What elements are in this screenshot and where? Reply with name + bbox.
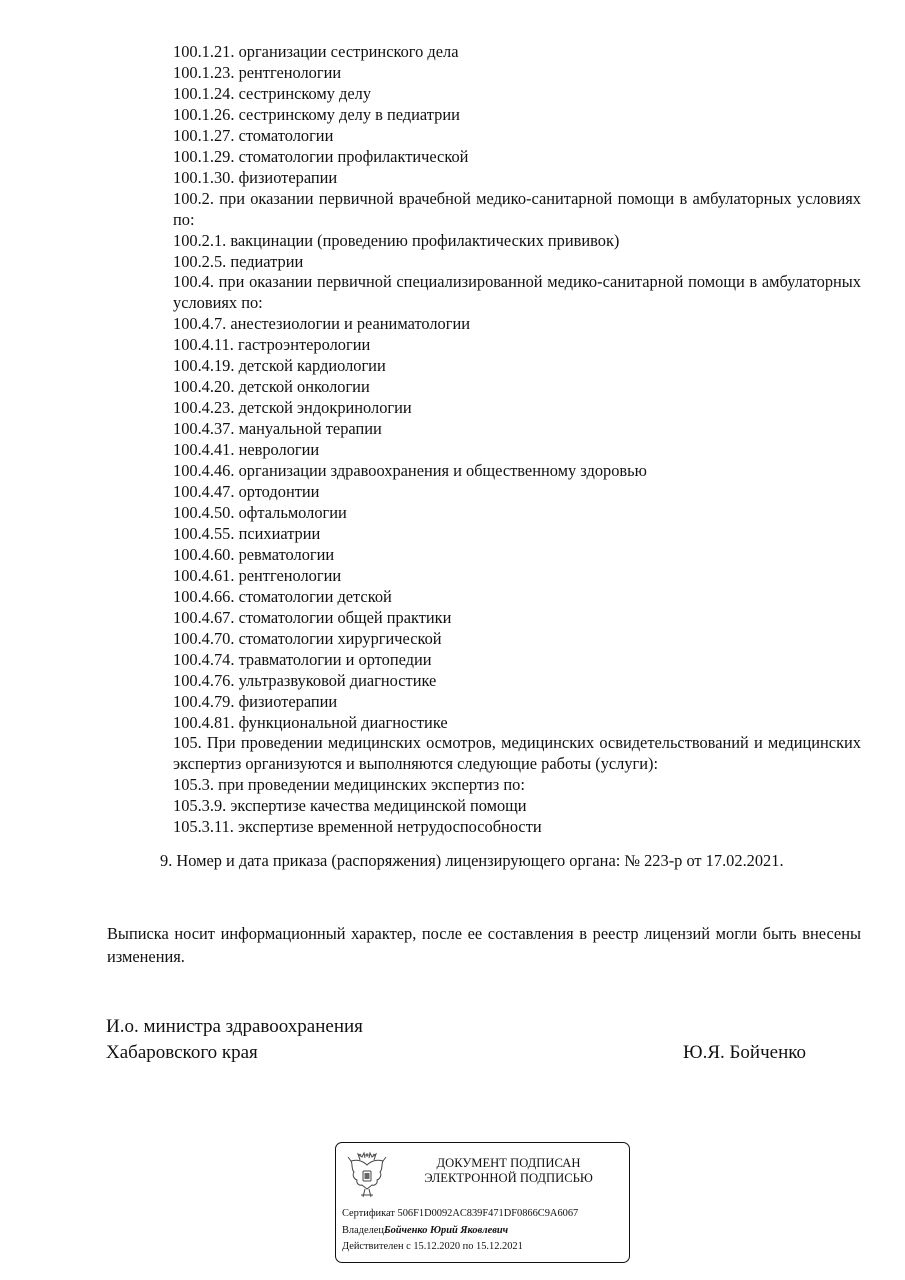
list-item: 105.3. при проведении медицинских экспертиз по: (173, 775, 525, 795)
russian-coat-of-arms-icon (345, 1151, 389, 1201)
list-item: 100.4.41. неврологии (173, 440, 320, 460)
list-item: 100.4.7. анестезиологии и реаниматологии (173, 314, 471, 334)
list-item: 100.4.66. стоматологии детской (173, 586, 392, 606)
list-item: 100.1.24. сестринскому делу (173, 83, 372, 103)
list-section-heading: 100.2. при оказании первичной врачебной медико-санитарной помощи в амбулаторных условиях по: (173, 188, 861, 229)
owner-label: Владелец (342, 1224, 384, 1236)
list-item: 100.1.30. физиотерапии (173, 167, 338, 187)
stamp-title (394, 1156, 623, 1186)
stamp-title-line2: ЭЛЕКТРОННОЙ ПОДПИСЬЮ (424, 1171, 593, 1185)
list-item: 100.4.70. стоматологии хирургической (173, 628, 442, 648)
list-item: 100.4.55. психиатрии (173, 523, 321, 543)
list-item: 100.4.74. травматологии и ортопедии (173, 649, 432, 669)
electronic-signature-stamp (335, 1142, 630, 1263)
stamp-certificate (342, 1206, 578, 1223)
stamp-title-line1: ДОКУМЕНТ ПОДПИСАН (436, 1156, 581, 1170)
list-item: 100.4.67. стоматологии общей практики (173, 607, 452, 627)
list-item: 100.4.19. детской кардиологии (173, 356, 386, 376)
list-item: 100.1.27. стоматологии (173, 125, 334, 145)
signer-name: Ю.Я. Бойченко (683, 1042, 806, 1063)
disclaimer-note: Выписка носит информационный характер, после ее составления в реестр лицензий могли быть внесены изменения. (107, 924, 861, 966)
stamp-validity: Действителен с 15.12.2020 по 15.12.2021 (342, 1241, 523, 1252)
signer-position-line2: Хабаровского края (106, 1042, 258, 1063)
list-item: 100.4.76. ультразвуковой диагностике (173, 670, 437, 690)
list-item: 100.2.1. вакцинации (проведению профилактических прививок) (173, 230, 620, 250)
list-item: 100.1.26. сестринскому делу в педиатрии (173, 104, 460, 124)
list-item: 100.4.47. ортодонтии (173, 482, 320, 502)
list-item: 100.4.79. физиотерапии (173, 691, 338, 711)
list-item: 105.3.11. экспертизе временной нетрудоспособности (173, 817, 542, 837)
list-item: 100.4.81. функциональной диагностике (173, 712, 448, 732)
list-item: 100.1.23. рентгенологии (173, 62, 342, 82)
list-item: 100.4.11. гастроэнтерологии (173, 335, 371, 355)
list-item: 100.4.20. детской онкологии (173, 377, 370, 397)
stamp-info (342, 1206, 578, 1256)
list-item: 100.4.61. рентгенологии (173, 565, 342, 585)
list-item: 100.2.5. педиатрии (173, 251, 304, 271)
list-section-heading: 100.4. при оказании первичной специализированной медико-санитарной помощи в амбулаторных условиях по: (173, 272, 861, 313)
order-number-line: 9. Номер и дата приказа (распоряжения) лицензирующего органа: № 223-р от 17.02.2021. (160, 851, 784, 870)
services-list (173, 42, 861, 838)
list-item: 100.4.23. детской эндокринологии (173, 398, 412, 418)
list-item: 100.1.29. стоматологии профилактической (173, 146, 469, 166)
stamp-owner (342, 1223, 578, 1240)
owner-value: Бойченко Юрий Яковлевич (383, 1224, 509, 1236)
signer-position-line1: И.о. министра здравоохранения (106, 1016, 363, 1037)
list-item: 100.4.60. ревматологии (173, 544, 335, 564)
list-item: 100.1.21. организации сестринского дела (173, 42, 459, 61)
signature-block (106, 1014, 806, 1066)
list-item: 100.4.50. офтальмологии (173, 502, 347, 522)
certificate-label: Сертификат (342, 1208, 395, 1219)
list-section-heading: 105. При проведении медицинских осмотров, медицинских освидетельствований и медицинских экспертиз организуются и выполняются следующие работы (услуги): (173, 733, 861, 774)
list-item: 100.4.37. мануальной терапии (173, 419, 382, 439)
certificate-value: 506F1D0092AC839F471DF0866C9A6067 (397, 1208, 579, 1219)
list-item: 105.3.9. экспертизе качества медицинской помощи (173, 796, 527, 816)
list-item: 100.4.46. организации здравоохранения и общественному здоровью (173, 461, 647, 481)
